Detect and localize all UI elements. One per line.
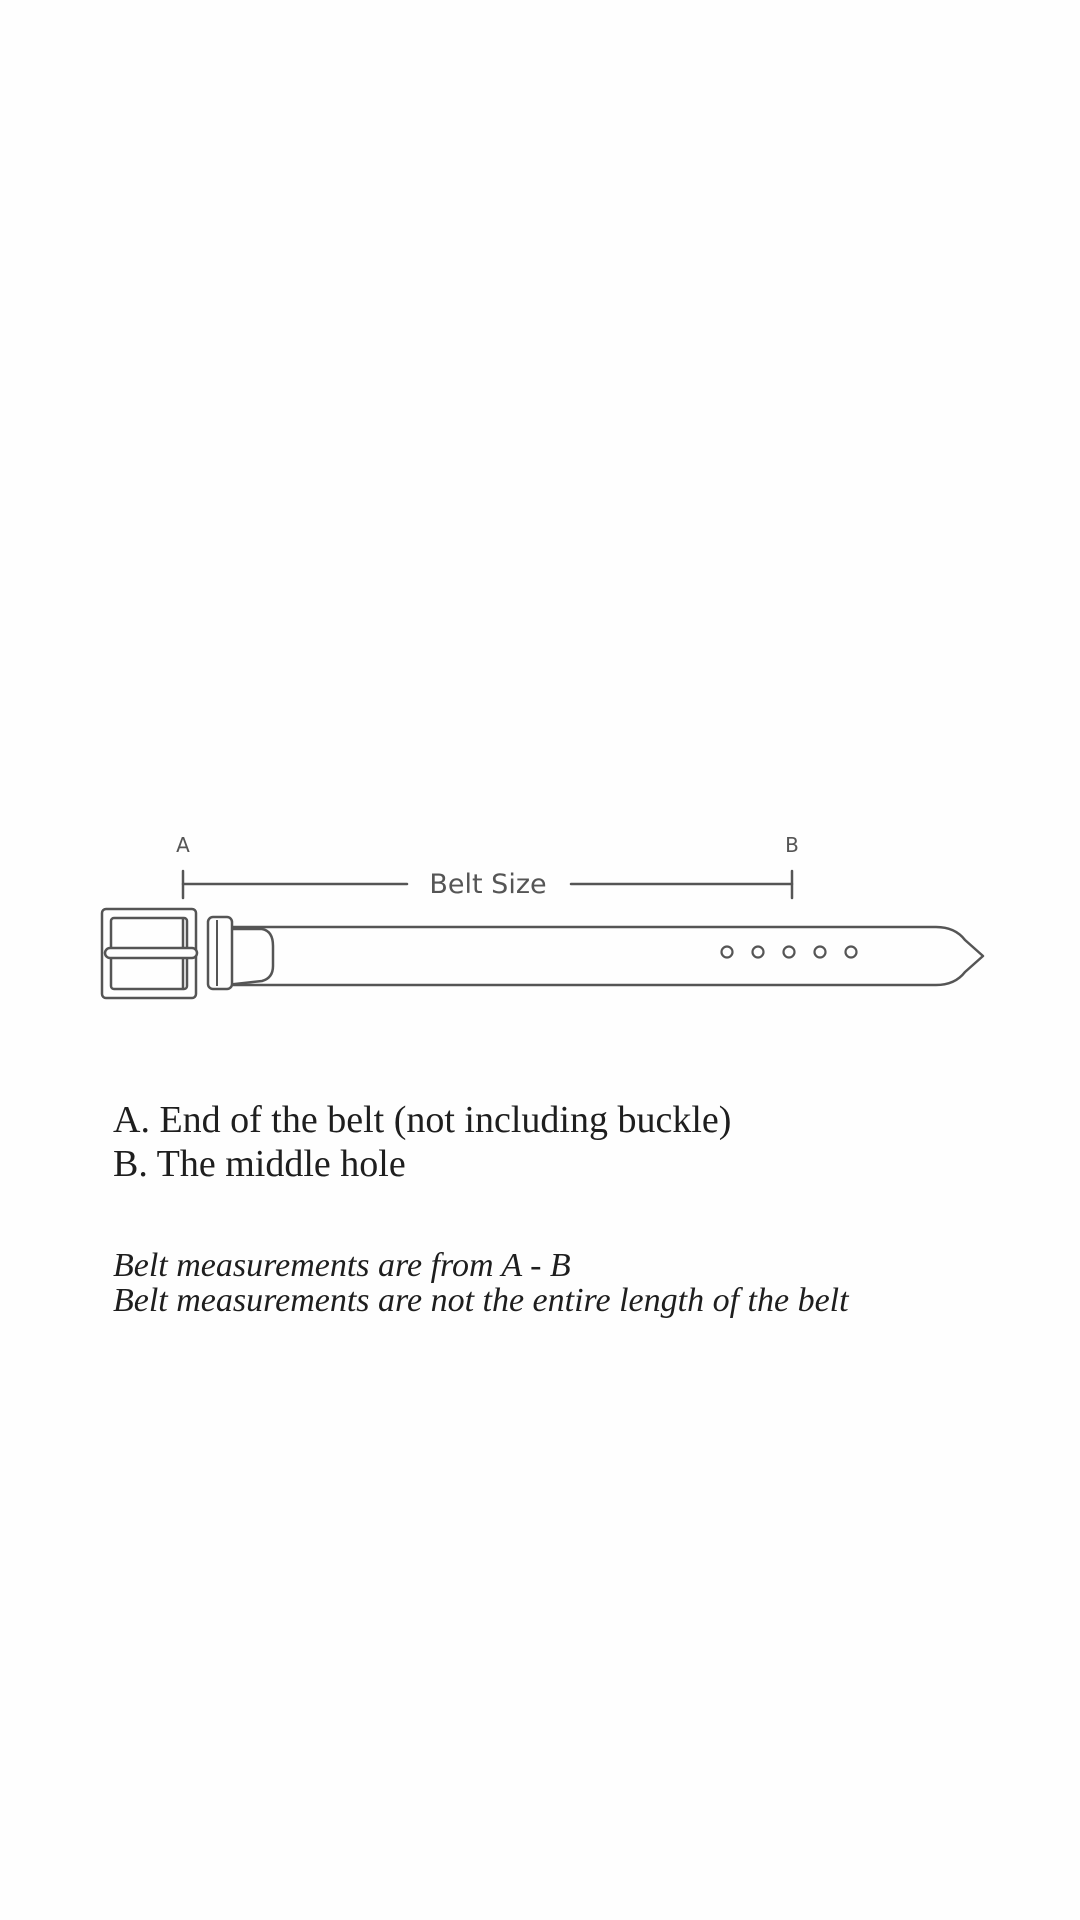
legend bbox=[113, 1098, 731, 1186]
belt-hole bbox=[846, 947, 857, 958]
marker-a-label: A bbox=[176, 833, 190, 857]
legend-item-b: B. The middle hole bbox=[113, 1143, 406, 1185]
note-line-1: Belt measurements are from A - B bbox=[113, 1247, 571, 1284]
belt-hole bbox=[722, 947, 733, 958]
buckle bbox=[102, 909, 197, 998]
belt-hole bbox=[784, 947, 795, 958]
belt-size-label: Belt Size bbox=[429, 869, 547, 900]
measurement-notes bbox=[113, 1248, 849, 1318]
legend-item-a: A. End of the belt (not including buckle) bbox=[113, 1099, 732, 1141]
belt-keeper bbox=[208, 917, 232, 989]
buckle-prong bbox=[105, 948, 197, 958]
belt-strap bbox=[228, 927, 983, 985]
belt-hole bbox=[753, 947, 764, 958]
belt-hole bbox=[815, 947, 826, 958]
note-line-2: Belt measurements are not the entire length of the belt bbox=[113, 1282, 849, 1319]
marker-b-label: B bbox=[785, 833, 799, 857]
